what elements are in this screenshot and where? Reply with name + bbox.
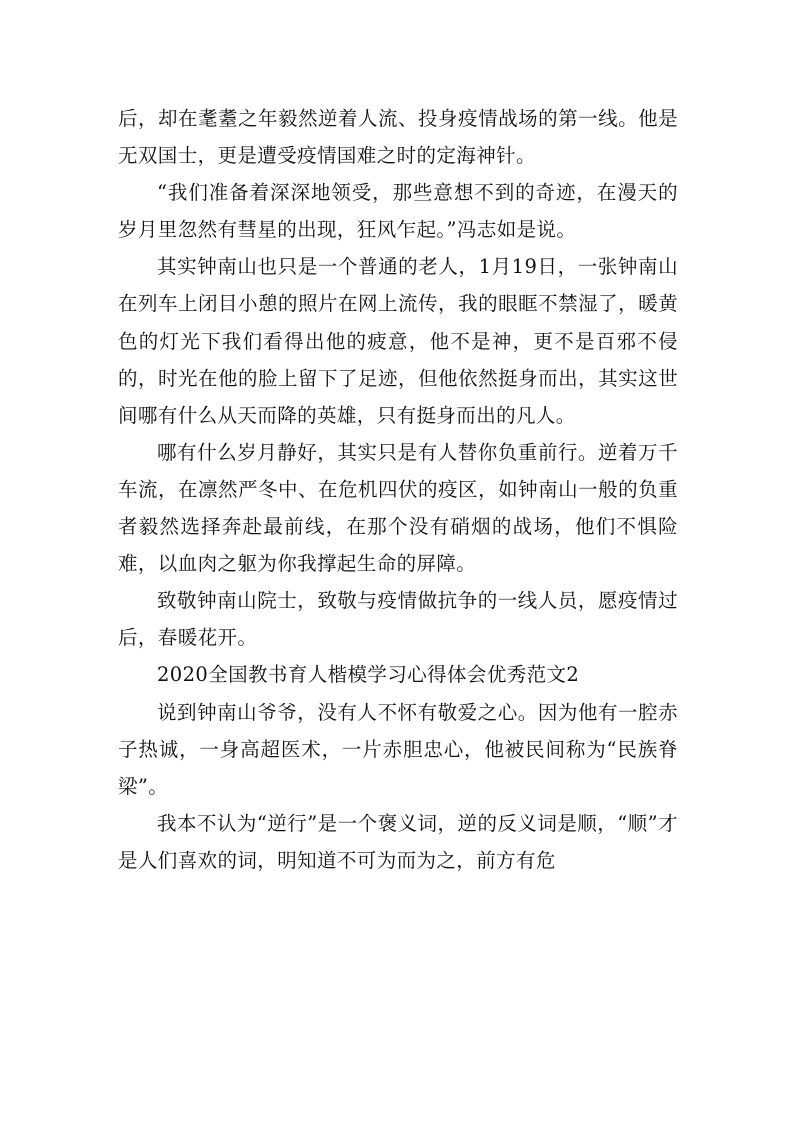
- paragraph-4: 哪有什么岁月静好，其实只是有人替你负重前行。逆着万千车流，在凛然严冬中、在危机四伏的疫区，如钟南山一般的负重者毅然选择奔赴最前线，在那个没有硝烟的战场，他们不惧险难，以血肉之躯为你我撑起生命的屏障。: [118, 440, 678, 576]
- paragraph-6: 说到钟南山爷爷，没有人不怀有敬爱之心。因为他有一腔赤子热诚，一身高超医术，一片赤胆忠心，他被民间称为“民族脊梁”。: [118, 700, 678, 798]
- paragraph-1: 后，却在耄耋之年毅然逆着人流、投身疫情战场的第一线。他是无双国士，更是遭受疫情国难之时的定海神针。: [118, 107, 678, 168]
- paragraph-3: 其实钟南山也只是一个普通的老人，1月19日，一张钟南山在列车上闭目小憩的照片在网上流传，我的眼眶不禁湿了，暖黄色的灯光下我们看得出他的疲意，他不是神，更不是百邪不侵的，时光在他的脸上留下了足迹，但他依然挺身而出，其实这世间哪有什么从天而降的英雄，只有挺身而出的凡人。: [118, 255, 678, 427]
- document-body: [118, 100, 678, 879]
- paragraph-5: 致敬钟南山院士，致敬与疫情做抗争的一线人员，愿疫情过后，春暖花开。: [118, 589, 678, 650]
- section-title: 2020全国教书育人楷模学习心得体会优秀范文2: [157, 663, 580, 687]
- paragraph-2: “我们准备着深深地领受，那些意想不到的奇迹，在漫天的岁月里忽然有彗星的出现，狂风乍起。”冯志如是说。: [118, 181, 678, 242]
- paragraph-7: 我本不认为“逆行”是一个褒义词，逆的反义词是顺，“顺”才是人们喜欢的词，明知道不可为而为之，前方有危: [118, 811, 678, 872]
